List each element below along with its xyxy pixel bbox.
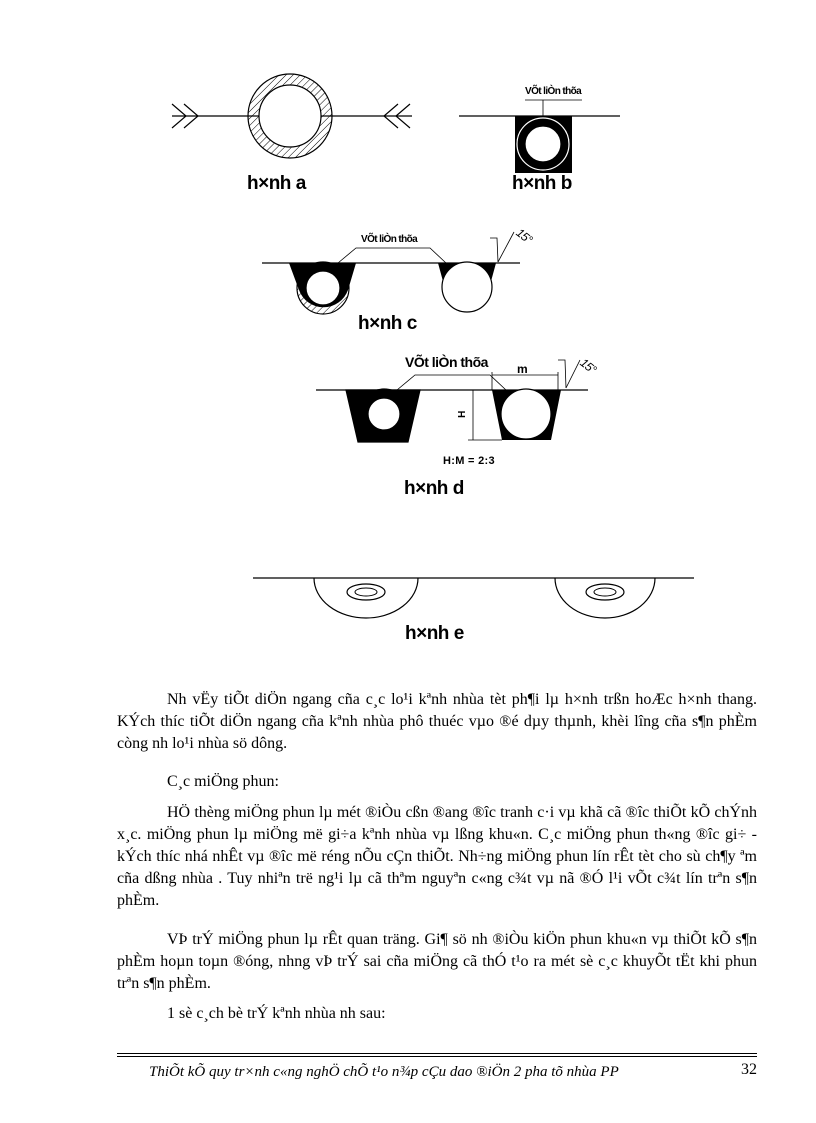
figure-b-drawing xyxy=(459,100,620,173)
paragraph-cross-section: Nh vËy tiÕt diÖn ngang cña c¸c lo¹i kªnh nhùa tèt ph¶i lµ h×nh trßn hoÆc h×nh thang. KÝch thíc tiÕt diÖn ngang cña kªnh nhùa phô thuéc vµo ®é dµy thµnh, khèi lîng cña s¶n phÈm còng nh lo¹i nhùa sö dông. xyxy=(117,691,757,752)
figure-c-angle: 15° xyxy=(513,225,535,247)
figure-c-caption: h×nh c xyxy=(358,313,417,334)
footer-title: ThiÕt kÕ quy tr×nh c«ng nghÖ chÕ t¹o n¾p cÇu dao ®iÖn 2 pha tõ nhùa PP xyxy=(149,1064,619,1080)
figure-a-drawing xyxy=(172,74,412,158)
figure-d-angle: 15° xyxy=(577,355,599,377)
figure-d-dim-m: m xyxy=(517,362,528,376)
footer-rule-top xyxy=(117,1053,757,1054)
paragraph-gate-system: HÖ thèng miÖng phun lµ mét ®iÒu cßn ®ang ®îc tranh c·i vµ khã cã ®îc thiÕt kÕ chÝnh x¸c. miÖng phun lµ miÖng më gi÷a kªnh nhùa vµ lßng khu«n. C¸c miÖng phun th«ng ®îc gi÷ kÝch thíc nhá nhÊt vµ ®îc më réng nÕu cÇn thiÕt. Nh÷ng miÖng phun lín rÊt tèt cho sù ch¶y ªm cña dßng nhùa . Tuy nhiªn trë ng¹i lµ cã thªm nguyªn c«ng c¾t vµ nã ®Ó l¹i vÕt c¾t lín trªn s¶n phÈm. xyxy=(117,804,757,909)
figure-c-line-label: VÕt liÒn thõa xyxy=(361,234,418,245)
figure-d-ratio: H:M = 2:3 xyxy=(443,455,495,467)
figure-d-drawing xyxy=(316,360,588,442)
figure-a-caption: h×nh a xyxy=(247,173,306,194)
page-number: 32 xyxy=(741,1061,757,1078)
footer-rule-bottom xyxy=(117,1056,757,1057)
figure-b-line-label: VÕt liÒn thõa xyxy=(525,86,582,97)
figure-d-line-label: VÕt liÒn thõa xyxy=(405,354,488,370)
paragraph-gate-position: VÞ trÝ miÖng phun lµ rÊt quan träng. Gi¶ sö nh ®iÒu kiÖn phun khu«n vµ thiÕt kÕ s¶n phÈm hoµn toµn ®óng, nhng vÞ trÝ sai cña miÖng cã thÓ t¹o ra mét sè c¸c khuyÕt tËt khi phun trªn s¶n phÈm. xyxy=(117,931,757,992)
figure-e-caption: h×nh e xyxy=(405,623,464,644)
figure-d-dim-h: H xyxy=(456,411,468,418)
figure-b-caption: h×nh b xyxy=(512,173,572,194)
paragraph-gates-heading: C¸c miÖng phun: xyxy=(167,773,279,790)
paragraph-channel-layouts: 1 sè c¸ch bè trÝ kªnh nhùa nh sau: xyxy=(167,1005,386,1022)
figure-e-drawing xyxy=(253,578,694,618)
figure-d-caption: h×nh d xyxy=(404,478,464,499)
